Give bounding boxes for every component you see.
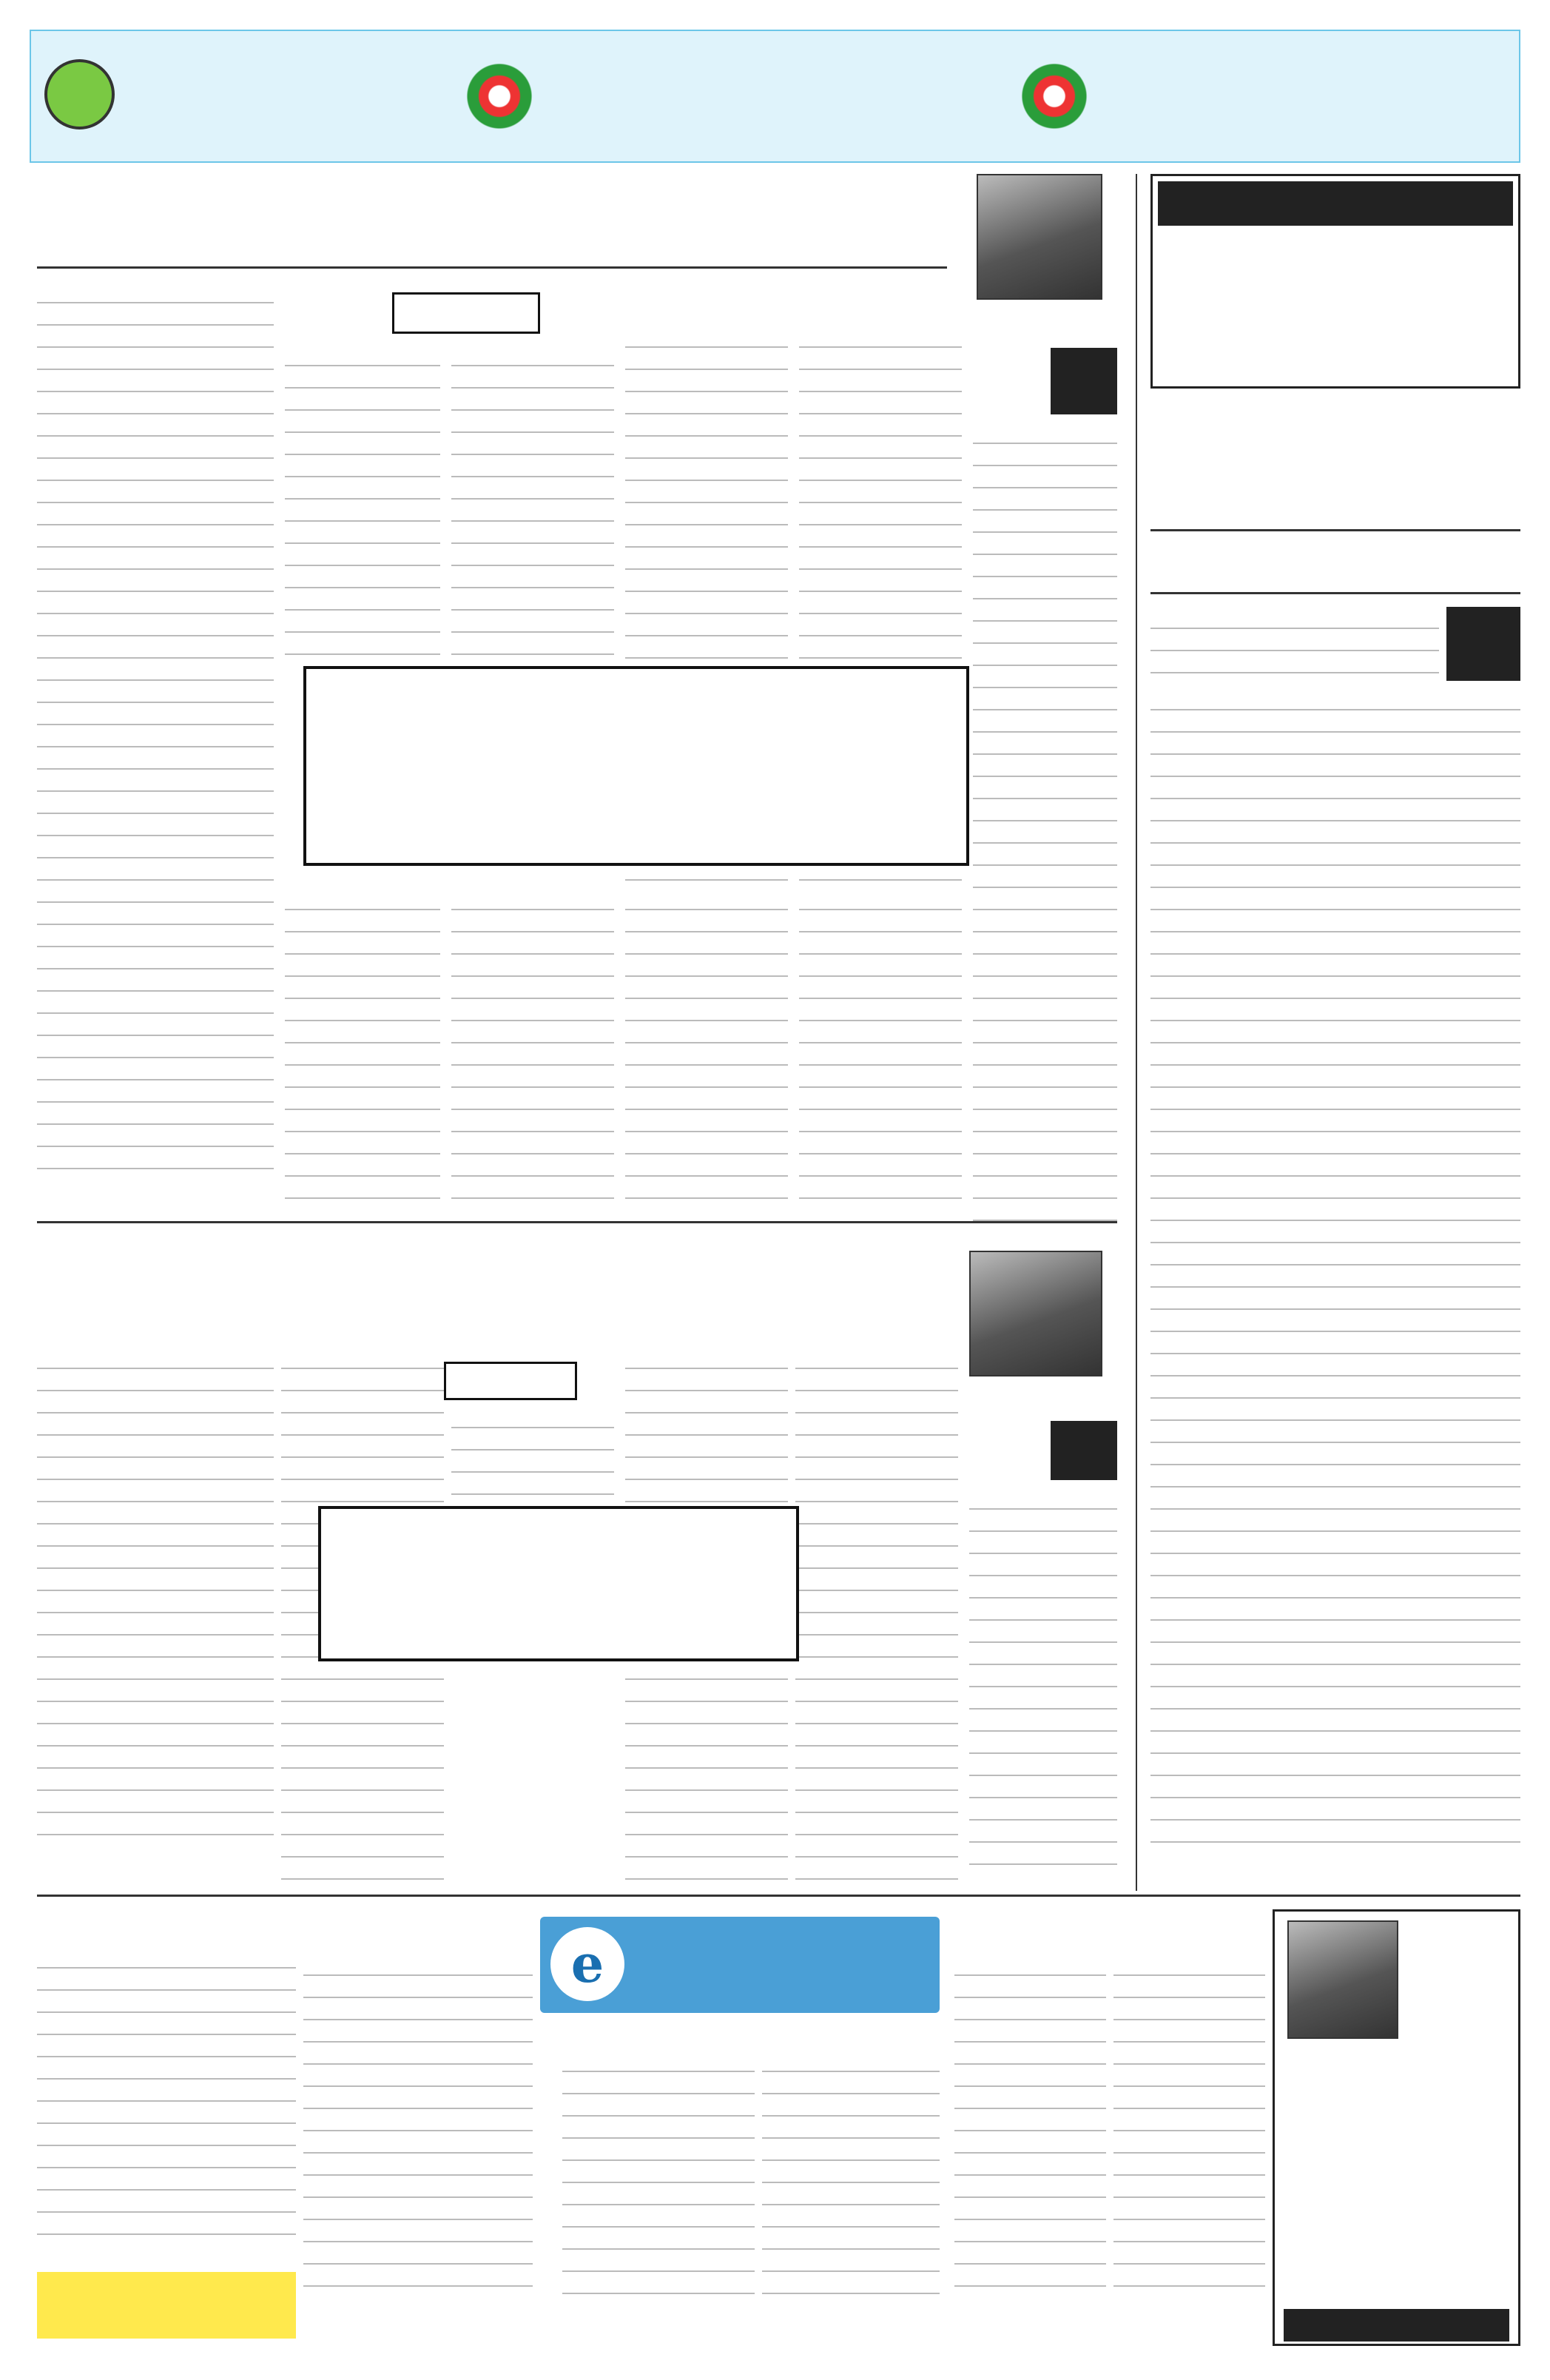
flower-emblem-icon <box>459 56 540 137</box>
bahut-drop-word <box>1446 607 1520 681</box>
sahara-logo <box>1176 414 1495 525</box>
article1-column <box>285 344 440 655</box>
article2-column <box>969 1488 1117 1880</box>
article2-drop-word <box>1051 1421 1117 1480</box>
article1-column <box>451 344 614 655</box>
article1-author-photo <box>977 174 1102 300</box>
editorial-note <box>37 2272 296 2339</box>
article2-column <box>451 1406 614 1495</box>
aaina-poet <box>1284 2309 1509 2342</box>
flower-emblem-icon <box>1014 56 1095 137</box>
qarz-column <box>303 1954 533 2302</box>
divider <box>37 266 947 269</box>
masla-column <box>1113 1954 1265 2302</box>
murasilat-column <box>762 2050 940 2302</box>
newspaper-logo <box>141 37 377 155</box>
aqwal-title <box>1158 181 1513 226</box>
article1-column <box>799 888 962 1199</box>
murasilat-banner <box>540 1917 940 2013</box>
article2-pull-quote <box>318 1506 799 1661</box>
divider <box>1150 592 1520 594</box>
letters-icon: e <box>550 1927 624 2001</box>
divider <box>37 1221 1117 1223</box>
article1-column <box>973 422 1117 1225</box>
article2-section-label <box>444 1362 577 1400</box>
murasilat-column <box>562 2050 755 2302</box>
article1-column <box>285 888 440 1199</box>
page-number <box>44 59 115 130</box>
article1-section-label <box>392 292 540 334</box>
poet-photo <box>1287 1920 1398 2039</box>
article2-column <box>795 1347 958 1880</box>
tahqeeq-column <box>37 1946 296 2242</box>
article1-column <box>37 281 274 1184</box>
divider <box>1136 174 1137 1891</box>
article1-column <box>625 888 788 1199</box>
article1-column <box>451 888 614 1199</box>
article2-author-photo <box>969 1251 1102 1376</box>
masla-column <box>954 1954 1106 2302</box>
bahut-column <box>1150 607 1439 681</box>
divider <box>1150 529 1520 531</box>
divider <box>37 1895 1520 1897</box>
bahut-column <box>1150 688 1520 1858</box>
article1-pull-quote <box>303 666 969 866</box>
article2-column <box>37 1347 274 1850</box>
article1-drop-word <box>1051 348 1117 414</box>
footer <box>30 2344 1520 2374</box>
